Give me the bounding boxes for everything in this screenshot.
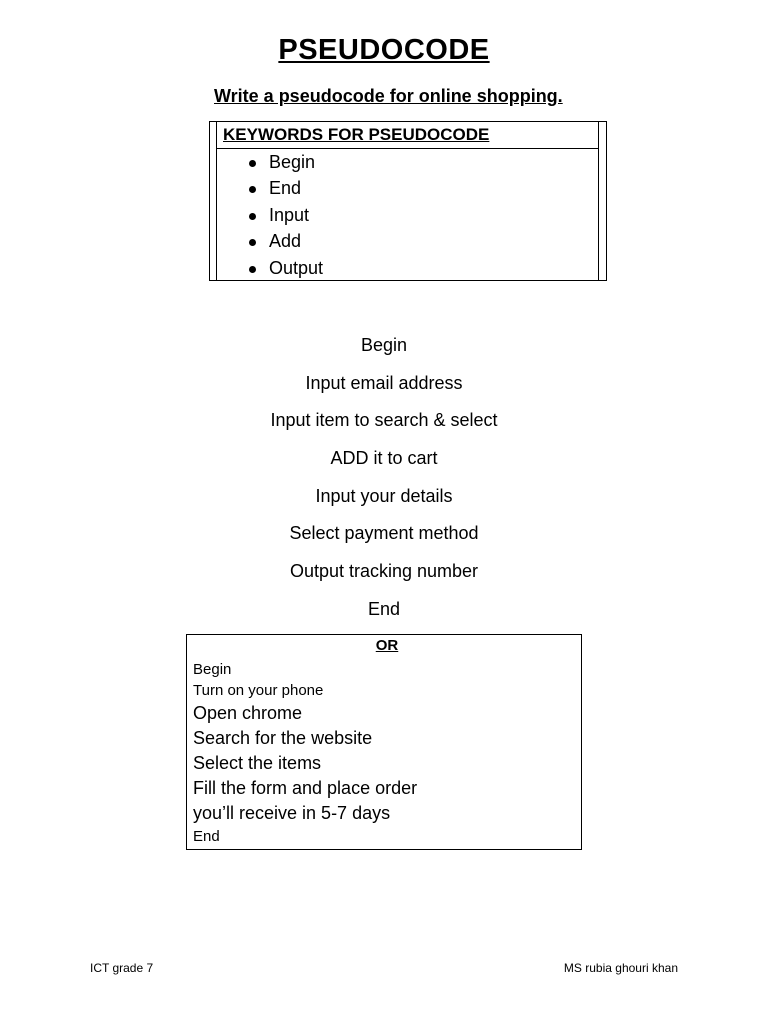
step-line: ADD it to cart	[330, 448, 438, 469]
alternative-line: End	[193, 828, 220, 845]
keyword-item: Input	[217, 202, 598, 228]
alternative-line: you’ll receive in 5-7 days	[193, 803, 391, 823]
keyword-item: Output	[217, 255, 598, 281]
step-line: Begin	[360, 335, 408, 355]
keyword-item: Begin	[217, 149, 598, 175]
footer-author: MS rubia ghouri khan	[563, 961, 678, 975]
step-line: Output tracking number	[289, 561, 479, 582]
alternative-line: Begin	[193, 661, 232, 678]
step-line: End	[367, 598, 401, 619]
keyword-item: End	[217, 175, 598, 201]
keywords-heading: KEYWORDS FOR PSEUDOCODE	[217, 122, 598, 149]
keywords-list	[217, 149, 598, 281]
alternative-line: Search for the website	[193, 728, 373, 748]
footer-grade: ICT grade 7	[90, 961, 154, 975]
page-title: PSEUDOCODE	[278, 34, 490, 66]
alternative-box	[186, 634, 582, 850]
alternative-line: Fill the form and place order	[193, 778, 418, 798]
step-line: Input your details	[315, 485, 453, 506]
alternative-line: Select the items	[193, 753, 322, 773]
alternative-line: Turn on your phone	[193, 682, 324, 699]
alternative-heading: OR	[375, 637, 399, 654]
step-line: Select payment method	[289, 523, 479, 544]
step-line: Input email address	[305, 372, 463, 393]
step-line: Input item to search & select	[270, 410, 498, 431]
keywords-box	[209, 121, 607, 281]
pseudocode-steps	[0, 330, 768, 632]
task-subtitle: Write a pseudocode for online shopping.	[214, 86, 563, 106]
alternative-line: Open chrome	[193, 703, 303, 723]
keyword-item: Add	[217, 228, 598, 254]
keywords-inner-frame	[216, 122, 599, 280]
